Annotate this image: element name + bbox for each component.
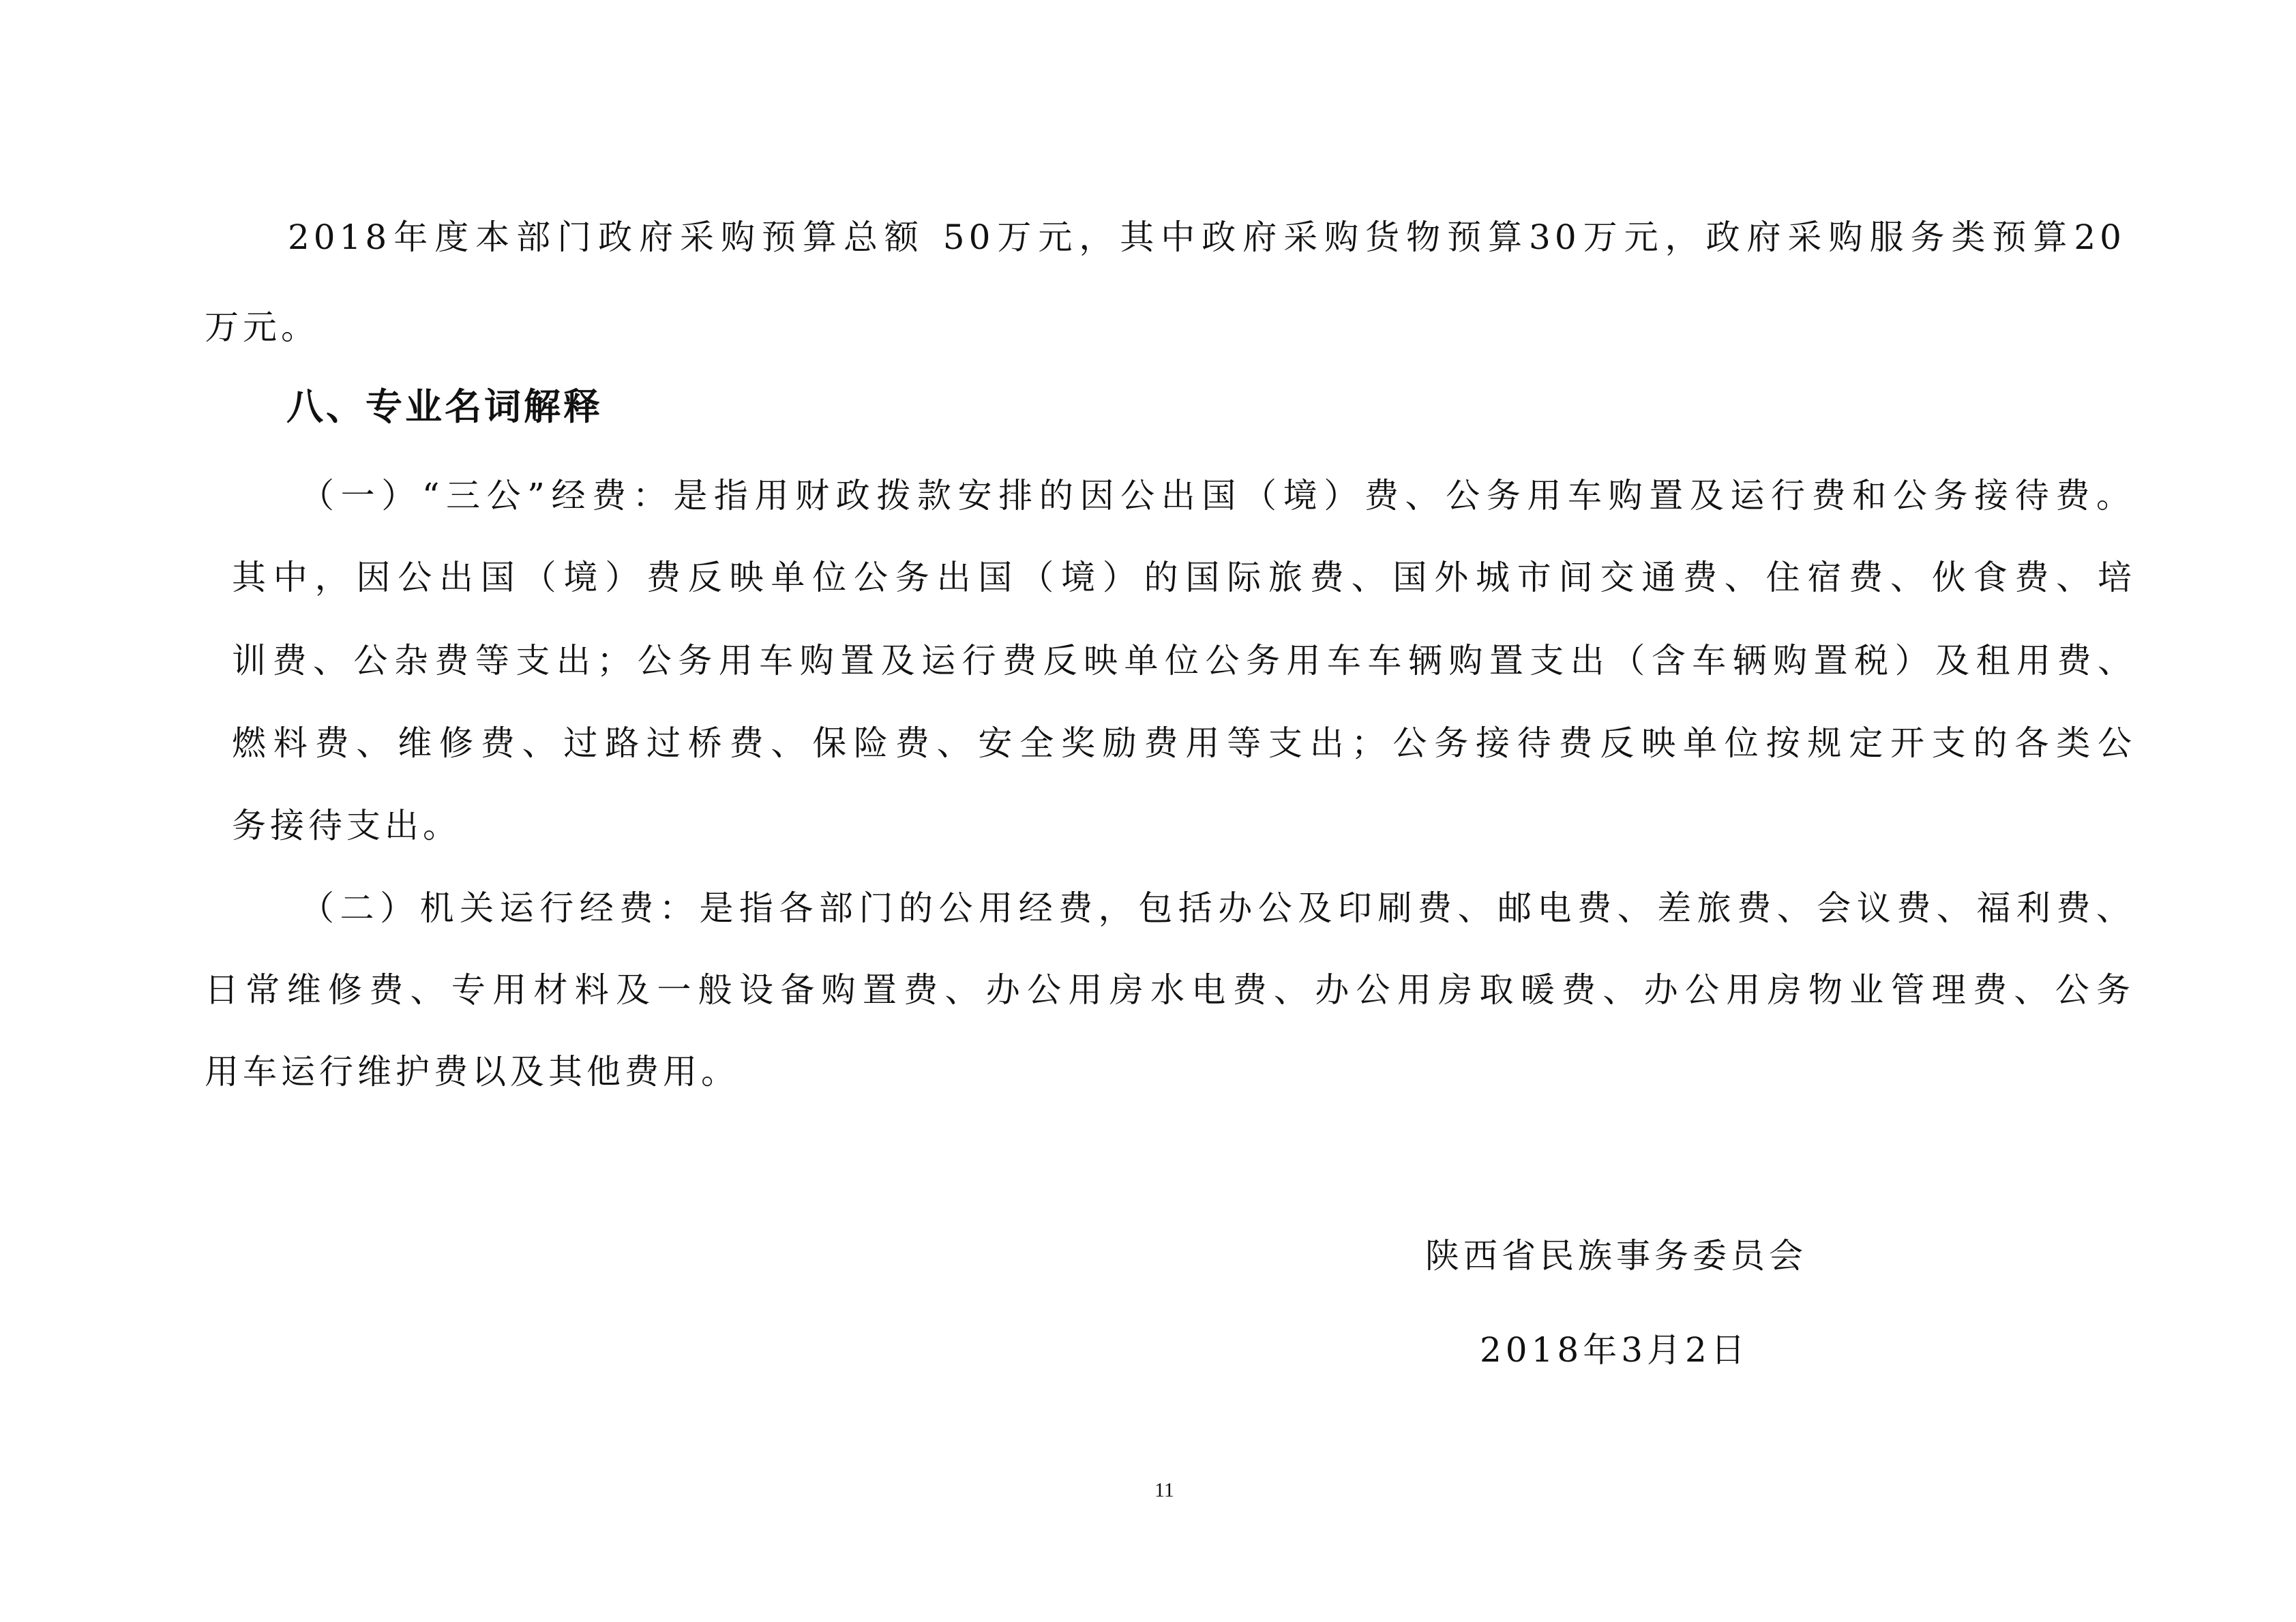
- section-heading: 八、专业名词解释: [286, 385, 603, 428]
- item1-line-1: （一）“三公”经费：是指用财政拨款安排的因公出国（境）费、公务用车购置及运行费和公务接待费。: [300, 476, 2134, 515]
- item1-line-4: 燃料费、维修费、过路过桥费、保险费、安全奖励费用等支出；公务接待费反映单位按规定开支的各类公: [232, 723, 2136, 763]
- item1-line-5: 务接待支出。: [232, 806, 461, 845]
- item2-line-1: （二）机关运行经费：是指各部门的公用经费，包括办公及印刷费、邮电费、差旅费、会议费、福利费、: [300, 888, 2134, 928]
- item2-line-3: 用车运行维护费以及其他费用。: [205, 1052, 739, 1092]
- item1-line-2: 其中，因公出国（境）费反映单位公务出国（境）的国际旅费、国外城市间交通费、住宿费、伙食费、培: [232, 558, 2136, 597]
- page-number: 11: [1154, 1479, 1174, 1501]
- signature-date: 2018年3月2日: [1480, 1330, 1749, 1370]
- signature-organization: 陕西省民族事务委员会: [1425, 1236, 1807, 1276]
- item2-line-2: 日常维修费、专用材料及一般设备购置费、办公用房水电费、办公用房取暖费、办公用房物业管理费、公务: [205, 970, 2134, 1010]
- procurement-line-2: 万元。: [205, 307, 319, 347]
- item1-line-3: 训费、公杂费等支出；公务用车购置及运行费反映单位公务用车车辆购置支出（含车辆购置税）及租用费、: [232, 641, 2136, 680]
- procurement-line-1: 2018年度本部门政府采购预算总额 50万元，其中政府采购货物预算30万元，政府采购服务类预算20: [288, 217, 2126, 257]
